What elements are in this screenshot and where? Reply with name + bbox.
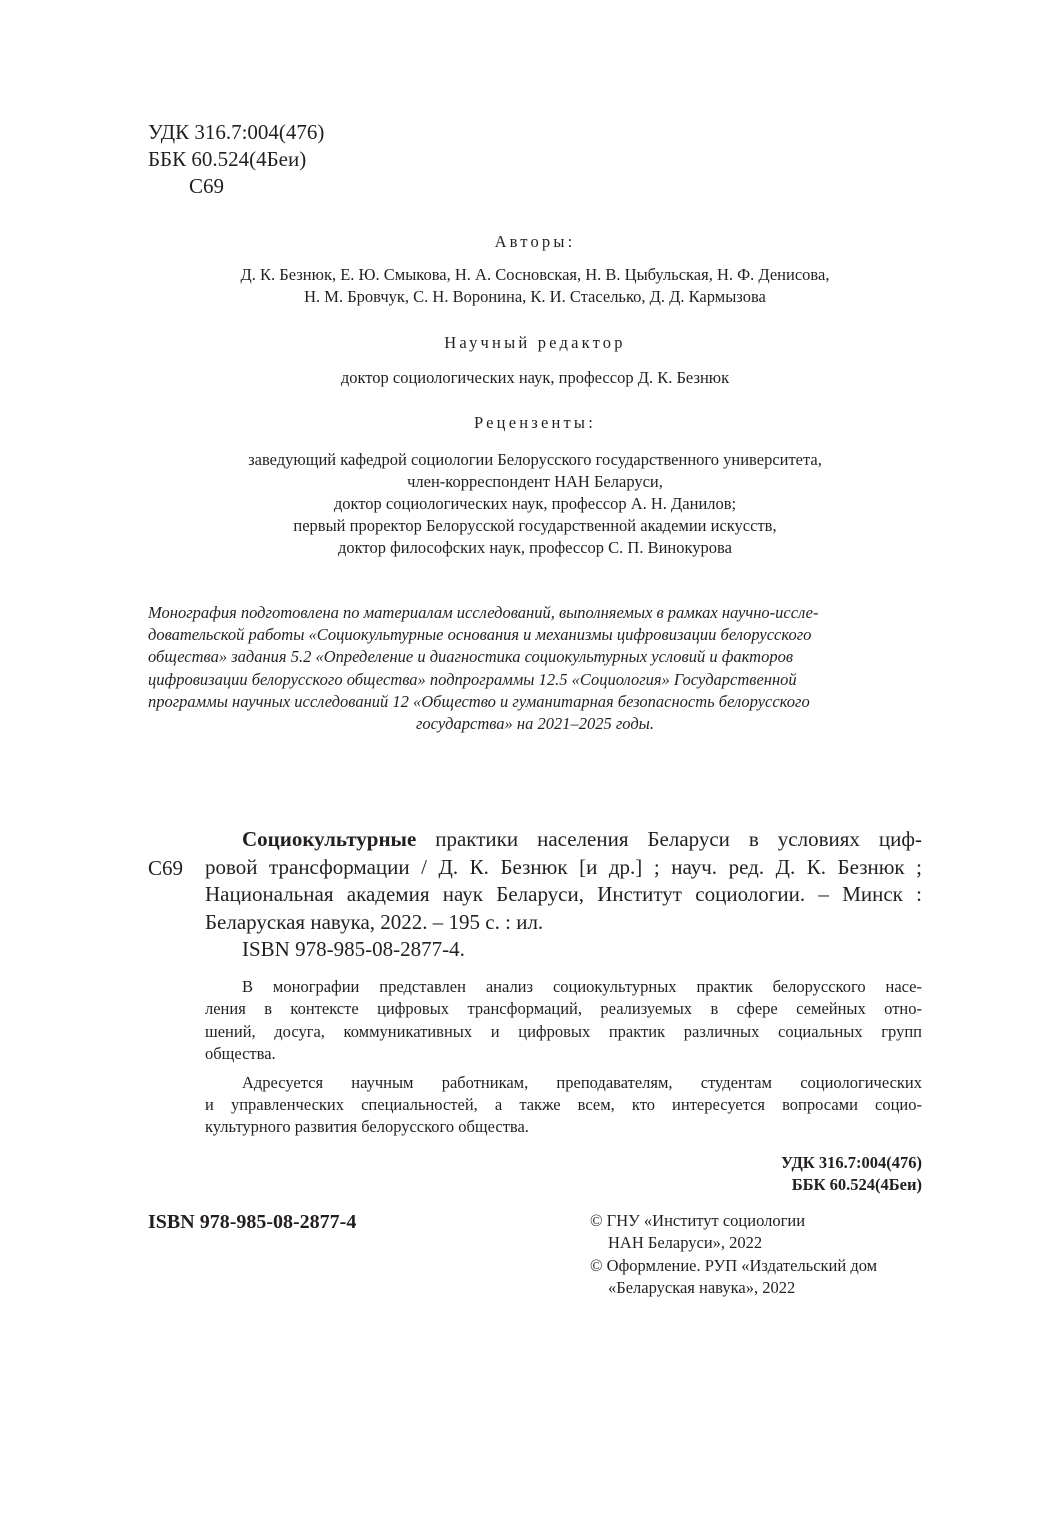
reviewer-line: доктор философских наук, профессор С. П. Винокурова (338, 538, 732, 557)
udk-code: УДК 316.7:004(476) (148, 120, 325, 144)
copyright-block (590, 1210, 877, 1300)
authors-list (148, 264, 922, 308)
editor-line: доктор социологических наук, профессор Д. К. Безнюк (340, 368, 730, 387)
catalog-line: ровой трансформации / Д. К. Безнюк [и др.] ; науч. ред. Д. К. Безнюк ; (205, 854, 922, 879)
editor-heading: Научный редактор (444, 333, 626, 352)
funding-note-line: довательской работы «Социокультурные основания и механизмы цифровизации белорусского (148, 625, 812, 645)
reviewers-list (148, 449, 922, 559)
funding-note-line: цифровизации белорусского общества» подпрограммы 12.5 «Социология» Государственной (148, 669, 797, 689)
abstract-line: культурного развития белорусского общества. (205, 1117, 529, 1137)
catalog-entry (205, 826, 922, 964)
abstract-line: В монографии представлен анализ социокультурных практик белорусского насе- (242, 977, 922, 996)
catalog-author-mark: С69 (148, 856, 184, 880)
abstract-line: и управленческих специальностей, а также всем, кто интересуется вопросами социо- (205, 1095, 922, 1115)
catalog-title-bold: Социокультурные (242, 827, 417, 851)
abstract-line: ления в контексте цифровых трансформаций, реализуемых в сфере семейных отно- (205, 999, 922, 1019)
abstract-line: шений, досуга, коммуникативных и цифровых практик различных социальных групп (205, 1021, 922, 1041)
reviewer-line: первый проректор Белорусской государственной академии искусств, (293, 516, 777, 535)
copyright-line: «Беларуская навука», 2022 (608, 1278, 796, 1298)
authors-line: Н. М. Бровчук, С. Н. Воронина, К. И. Стаселько, Д. Д. Кармызова (304, 287, 766, 306)
reviewers-heading: Рецензенты: (473, 413, 597, 432)
bbk-code: ББК 60.524(4Беи) (148, 147, 307, 171)
funding-note-line: Монография подготовлена по материалам исследований, выполняемых в рамках научно-иссле- (148, 603, 819, 622)
copyright-line: © Оформление. РУП «Издательский дом (590, 1255, 878, 1275)
classification-codes (148, 119, 324, 200)
catalog-line-rest: практики населения Беларуси в условиях циф- (416, 827, 922, 851)
funding-note-line: государства» на 2021–2025 годы. (416, 714, 654, 734)
copyright-line: © ГНУ «Институт социологии (590, 1211, 806, 1230)
author-mark: С69 (189, 174, 225, 198)
reviewer-line: член-корреспондент НАН Беларуси, (407, 472, 663, 491)
footer-bbk: ББК 60.524(4Беи) (791, 1175, 922, 1194)
footer-classification-codes (781, 1152, 922, 1196)
catalog-line (205, 826, 922, 854)
footer-isbn: ISBN 978-985-08-2877-4 (148, 1211, 357, 1233)
abstract-line: Адресуется научным работникам, преподавателям, студентам социологических (242, 1072, 922, 1092)
abstract (205, 976, 922, 1139)
copyright-line: НАН Беларуси», 2022 (608, 1233, 763, 1253)
reviewer-line: заведующий кафедрой социологии Белорусского государственного университета, (248, 450, 822, 469)
funding-note-line: программы научных исследований 12 «Общество и гуманитарная безопасность белорусского (148, 691, 810, 711)
footer-udk: УДК 316.7:004(476) (781, 1153, 922, 1172)
funding-note-line: общества» задания 5.2 «Определение и диагностика социокультурных условий и факторов (148, 647, 794, 667)
authors-heading: Авторы: (494, 232, 576, 251)
funding-note (148, 602, 922, 735)
catalog-line: Беларуская навука, 2022. – 195 с. : ил. (205, 909, 544, 934)
catalog-isbn: ISBN 978-985-08-2877-4. (242, 937, 465, 962)
authors-line: Д. К. Безнюк, Е. Ю. Смыкова, Н. А. Сосновская, Н. В. Цыбульская, Н. Ф. Денисова, (240, 265, 830, 284)
catalog-line: Национальная академия наук Беларуси, Институт социологии. – Минск : (205, 882, 922, 907)
reviewer-line: доктор социологических наук, профессор А. Н. Данилов; (333, 494, 737, 513)
abstract-line: общества. (205, 1044, 276, 1064)
